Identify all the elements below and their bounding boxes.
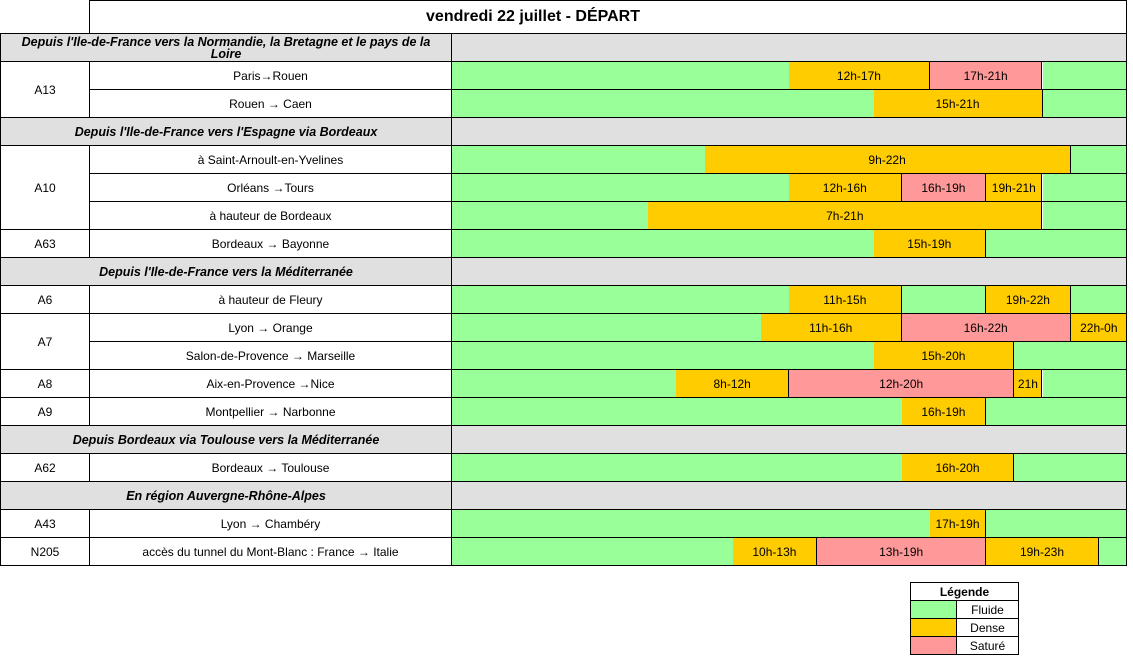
traffic-segment-fluide [452, 202, 650, 229]
road-code: N205 [0, 537, 90, 566]
traffic-segment-dense: 19h-21h [986, 174, 1042, 201]
traffic-segment-fluide [452, 370, 678, 397]
traffic-segment-fluide [1043, 202, 1128, 229]
traffic-segment-fluide [1043, 174, 1128, 201]
legend-item-dense [911, 619, 1018, 637]
legend-label: Saturé [969, 638, 1006, 653]
traffic-segment-dense: 21h [1014, 370, 1042, 397]
page-title [89, 0, 1127, 34]
timeline-bar [451, 369, 1127, 398]
timeline-bar [451, 537, 1127, 566]
route-name: Orléans →Tours [89, 173, 452, 202]
traffic-segment-fluide [452, 174, 791, 201]
road-code: A63 [0, 229, 90, 258]
timeline-bar [451, 453, 1127, 482]
timeline-bar [451, 61, 1127, 90]
legend-label: Dense [970, 620, 1005, 635]
traffic-segment-dense: 12h-17h [789, 62, 930, 89]
section-header: Depuis Bordeaux via Toulouse vers la Méditerranée [0, 425, 452, 454]
traffic-segment-fluide [452, 146, 707, 173]
section-header-fill [451, 117, 1127, 146]
section-header: Depuis l'Ile-de-France vers la Méditerranée [0, 257, 452, 286]
timeline-bar [451, 229, 1127, 258]
traffic-segment-dense: 7h-21h [648, 202, 1042, 229]
traffic-segment-sature: 17h-21h [930, 62, 1043, 89]
timeline-bar [451, 201, 1127, 230]
traffic-segment-fluide [1043, 370, 1128, 397]
legend-title: Légende [911, 583, 1018, 601]
traffic-segment-fluide [1043, 90, 1128, 117]
traffic-segment-fluide [452, 230, 876, 257]
traffic-segment-fluide [1071, 146, 1127, 173]
traffic-segment-dense: 19h-22h [986, 286, 1071, 313]
traffic-segment-dense: 16h-20h [902, 454, 1015, 481]
traffic-segment-dense: 10h-13h [733, 538, 818, 565]
legend-item-sature [911, 637, 1018, 654]
traffic-segment-sature: 13h-19h [817, 538, 986, 565]
timeline-bar [451, 285, 1127, 314]
timeline-bar [451, 341, 1127, 370]
traffic-segment-fluide [986, 230, 1127, 257]
route-name: Paris→Rouen [89, 61, 452, 90]
legend-swatch-sature [911, 637, 957, 654]
traffic-segment-fluide [986, 510, 1127, 537]
traffic-segment-dense: 11h-15h [789, 286, 902, 313]
route-name: Montpellier → Narbonne [89, 397, 452, 426]
route-name: Aix-en-Provence →Nice [89, 369, 452, 398]
traffic-segment-dense: 9h-22h [705, 146, 1071, 173]
traffic-segment-sature: 16h-19h [902, 174, 987, 201]
timeline-bar [451, 397, 1127, 426]
section-header-fill [451, 33, 1127, 62]
legend-swatch-fluide [911, 601, 957, 618]
road-code: A7 [0, 313, 90, 370]
timeline-bar [451, 145, 1127, 174]
legend-swatch-dense [911, 619, 957, 636]
traffic-segment-dense: 16h-19h [902, 398, 987, 425]
road-code: A10 [0, 145, 90, 230]
road-code: A13 [0, 61, 90, 118]
traffic-segment-dense: 15h-21h [874, 90, 1043, 117]
section-header: En région Auvergne-Rhône-Alpes [0, 481, 452, 510]
traffic-segment-fluide [1014, 342, 1127, 369]
section-header-fill [451, 257, 1127, 286]
road-code: A43 [0, 509, 90, 538]
legend [910, 582, 1019, 655]
traffic-segment-fluide [452, 90, 876, 117]
route-name: accès du tunnel du Mont-Blanc : France → Italie [89, 537, 452, 566]
route-name: à Saint-Arnoult-en-Yvelines [89, 145, 452, 174]
traffic-segment-fluide [452, 314, 763, 341]
timeline-bar [451, 509, 1127, 538]
traffic-segment-fluide [452, 62, 791, 89]
traffic-segment-dense: 22h-0h [1071, 314, 1127, 341]
legend-item-fluide [911, 601, 1018, 619]
route-name: Bordeaux → Toulouse [89, 453, 452, 482]
section-header: Depuis l'Ile-de-France vers l'Espagne via Bordeaux [0, 117, 452, 146]
traffic-segment-fluide [452, 398, 904, 425]
route-name: Lyon → Orange [89, 313, 452, 342]
section-header-fill [451, 481, 1127, 510]
traffic-segment-dense: 17h-19h [930, 510, 986, 537]
traffic-segment-dense: 12h-16h [789, 174, 902, 201]
traffic-segment-fluide [986, 398, 1127, 425]
title-text: vendredi 22 juillet - DÉPART [426, 8, 640, 25]
traffic-segment-sature: 12h-20h [789, 370, 1014, 397]
route-name: à hauteur de Fleury [89, 285, 452, 314]
section-header: Depuis l'Ile-de-France vers la Normandie, la Bretagne et le pays de la Loire [0, 33, 452, 62]
route-name: Salon-de-Provence → Marseille [89, 341, 452, 370]
traffic-segment-fluide [452, 538, 735, 565]
traffic-segment-dense: 8h-12h [676, 370, 789, 397]
route-name: Bordeaux → Bayonne [89, 229, 452, 258]
route-name: Lyon → Chambéry [89, 509, 452, 538]
route-name: Rouen → Caen [89, 89, 452, 118]
traffic-segment-dense: 15h-19h [874, 230, 987, 257]
traffic-segment-sature: 16h-22h [902, 314, 1071, 341]
road-code: A6 [0, 285, 90, 314]
traffic-segment-dense: 19h-23h [986, 538, 1099, 565]
timeline-bar [451, 173, 1127, 202]
traffic-segment-fluide [1071, 286, 1127, 313]
route-name: à hauteur de Bordeaux [89, 201, 452, 230]
traffic-segment-dense: 11h-16h [761, 314, 902, 341]
traffic-segment-fluide [452, 510, 932, 537]
traffic-segment-fluide [452, 454, 904, 481]
traffic-segment-fluide [452, 286, 791, 313]
timeline-bar [451, 89, 1127, 118]
timeline-bar [451, 313, 1127, 342]
traffic-segment-fluide [452, 342, 876, 369]
traffic-segment-dense: 15h-20h [874, 342, 1015, 369]
legend-label: Fluide [971, 602, 1004, 617]
traffic-segment-fluide [902, 286, 987, 313]
traffic-segment-fluide [1014, 454, 1127, 481]
section-header-fill [451, 425, 1127, 454]
road-code: A9 [0, 397, 90, 426]
traffic-segment-fluide [1099, 538, 1127, 565]
road-code: A8 [0, 369, 90, 398]
road-code: A62 [0, 453, 90, 482]
traffic-segment-fluide [1043, 62, 1128, 89]
